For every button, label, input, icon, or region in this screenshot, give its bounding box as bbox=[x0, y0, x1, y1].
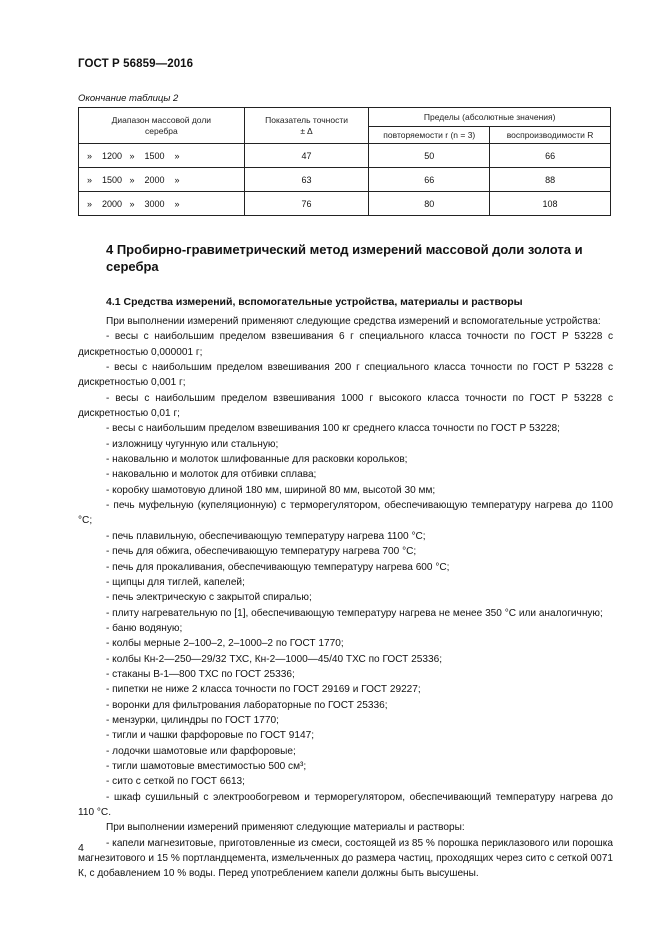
list-item: - плиту нагревательную по [1], обеспечивающую температуру нагрева не менее 350 °С или аналогичную; bbox=[106, 607, 603, 619]
page-number: 4 bbox=[78, 842, 84, 854]
header-repeatability: повторяемости r (n = 3) bbox=[369, 127, 490, 144]
table-row bbox=[79, 192, 611, 216]
document-code: ГОСТ Р 56859—2016 bbox=[78, 58, 194, 70]
table-row bbox=[79, 144, 611, 168]
header-range: Диапазон массовой доли серебра bbox=[79, 108, 245, 144]
cell-repeatability: 66 bbox=[369, 168, 490, 192]
cell-reproducibility: 88 bbox=[490, 168, 611, 192]
list-item: - весы с наибольшим пределом взвешивания 1000 г высокого класса точности по ГОСТ Р 53228 с дискретностью 0,01 г; bbox=[78, 392, 613, 420]
paragraph-intro: При выполнении измерений применяют следующие средства измерений и вспомогательные устройства: bbox=[106, 316, 601, 327]
section-title: 4 Пробирно-гравиметрический метод измерений массовой доли золота и серебра bbox=[106, 242, 583, 274]
cell-reproducibility: 66 bbox=[490, 144, 611, 168]
header-accuracy-line2: ± Δ bbox=[300, 125, 313, 136]
cell-accuracy: 76 bbox=[244, 192, 369, 216]
list-item: - весы с наибольшим пределом взвешивания 200 г специального класса точности по ГОСТ Р 53228 с дискретностью 0,001 г; bbox=[78, 362, 613, 389]
list-item: - колбы мерные 2–100–2, 2–1000–2 по ГОСТ 1770; bbox=[106, 638, 344, 650]
list-item: - наковальню и молоток шлифованные для расковки корольков; bbox=[106, 454, 408, 466]
list-item: - стаканы В-1—800 ТХС по ГОСТ 25336; bbox=[106, 668, 295, 680]
list-item: - печь муфельную (купеляционную) с терморегулятором, обеспечивающую температуру нагрева до 1100 °С; bbox=[78, 500, 613, 527]
list-item: - тигли и чашки фарфоровые по ГОСТ 9147; bbox=[106, 730, 315, 742]
list-item: - весы с наибольшим пределом взвешивания 100 кг среднего класса точности по ГОСТ Р 53228; bbox=[106, 423, 560, 435]
subsection-title: 4.1 Средства измерений, вспомогательные устройства, материалы и растворы bbox=[106, 296, 523, 308]
list-item: - мензурки, цилиндры по ГОСТ 1770; bbox=[106, 714, 279, 726]
header-limits: Пределы (абсолютные значения) bbox=[369, 108, 611, 127]
list-item: - лодочки шамотовые или фарфоровые; bbox=[106, 745, 296, 757]
cell-reproducibility: 108 bbox=[490, 192, 611, 216]
cell-range: » 2000 » 3000 » bbox=[79, 192, 245, 216]
cell-range: » 1200 » 1500 » bbox=[79, 144, 245, 168]
list-item: - весы с наибольшим пределом взвешивания 6 г специального класса точности по ГОСТ Р 53228 с дискретностью 0,000001 г; bbox=[78, 331, 613, 358]
cell-range: » 1500 » 2000 » bbox=[79, 168, 245, 192]
header-accuracy-line1: Показатель точности bbox=[265, 114, 348, 125]
list-item: - воронки для фильтрования лабораторные по ГОСТ 25336; bbox=[106, 699, 388, 711]
list-item: - коробку шамотовую длиной 180 мм, шириной 80 мм, высотой 30 мм; bbox=[106, 484, 436, 496]
list-item: - печь электрическую с закрытой спиралью; bbox=[106, 592, 312, 604]
paragraph-materials-intro: При выполнении измерений применяют следующие материалы и растворы: bbox=[106, 822, 465, 834]
table-2-continuation bbox=[78, 107, 611, 216]
list-item: - наковальню и молоток для отбивки сплава; bbox=[106, 469, 317, 481]
list-item: - капели магнезитовые, приготовленные из смеси, состоящей из 85 % порошка периклазового или порошка магнезитового и 15 % портландцемента, измельченных до размера частиц, проходящих через сито с сеткой 0071 К, с добавлением 10 % воды. Перед употреблением капели должны быть высушены. bbox=[78, 837, 613, 880]
list-item: - баню водяную; bbox=[106, 622, 183, 634]
list-item: - печь для обжига, обеспечивающую температуру нагрева 700 °С; bbox=[106, 546, 417, 558]
header-reproducibility: воспроизводимости R bbox=[490, 127, 611, 144]
table-row bbox=[79, 168, 611, 192]
cell-repeatability: 80 bbox=[369, 192, 490, 216]
list-item: - колбы Кн-2—250—29/32 ТХС, Кн-2—1000—45/40 ТХС по ГОСТ 25336; bbox=[106, 653, 443, 665]
list-item: - сито с сеткой по ГОСТ 6613; bbox=[106, 776, 245, 788]
list-item: - шкаф сушильный с электрообогревом и терморегулятором, обеспечивающий температуру нагрева до 110 °С. bbox=[78, 791, 613, 818]
list-item: - печь плавильную, обеспечивающую температуру нагрева 1100 °С; bbox=[106, 530, 426, 542]
list-item: - щипцы для тиглей, капелей; bbox=[106, 576, 245, 588]
header-accuracy bbox=[244, 108, 369, 144]
list-item: - пипетки не ниже 2 класса точности по ГОСТ 29169 и ГОСТ 29227; bbox=[106, 684, 421, 696]
body-text bbox=[78, 314, 613, 882]
list-item: - печь для прокаливания, обеспечивающую температуру нагрева 600 °С; bbox=[106, 561, 450, 573]
cell-repeatability: 50 bbox=[369, 144, 490, 168]
cell-accuracy: 63 bbox=[244, 168, 369, 192]
table-caption: Окончание таблицы 2 bbox=[78, 93, 179, 104]
list-item: - тигли шамотовые вместимостью 500 см³; bbox=[106, 760, 307, 772]
cell-accuracy: 47 bbox=[244, 144, 369, 168]
list-item: - изложницу чугунную или стальную; bbox=[106, 438, 279, 450]
